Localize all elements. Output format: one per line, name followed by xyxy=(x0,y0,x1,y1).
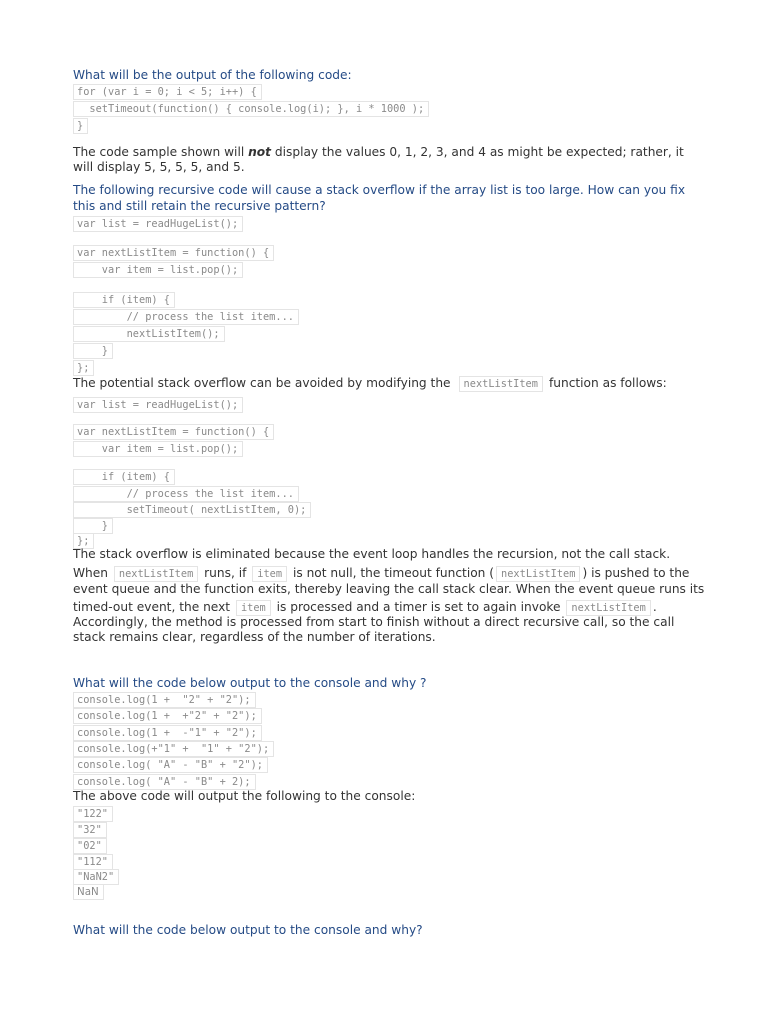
output-line: "112" xyxy=(73,854,113,870)
code-line: console.log(1 + "2" + "2"); xyxy=(73,692,256,708)
code-line: var item = list.pop(); xyxy=(73,441,243,457)
output-line: NaN xyxy=(73,884,104,900)
code-line: var item = list.pop(); xyxy=(73,262,243,278)
code-line: } xyxy=(73,518,113,534)
explanation-line: timed-out event, the next item is processed and a timer is set to again invoke nextListItem . xyxy=(73,600,657,614)
code-line: var nextListItem = function() { xyxy=(73,424,274,440)
code-line: // process the list item... xyxy=(73,486,299,502)
code-line: nextListItem(); xyxy=(73,326,225,342)
answer-1: The code sample shown will not display the values 0, 1, 2, 3, and 4 as might be expected; rather, it will display 5, 5, 5, 5, and 5. xyxy=(73,145,684,174)
inline-code: item xyxy=(236,600,271,616)
code-line: if (item) { xyxy=(73,292,175,308)
code-line: // process the list item... xyxy=(73,309,299,325)
explanation-line: The stack overflow is eliminated because the event loop handles the recursion, not the call stack. xyxy=(73,547,671,561)
inline-code: nextListItem xyxy=(459,376,543,392)
code-line: console.log(1 + -"1" + "2"); xyxy=(73,725,262,741)
inline-code: nextListItem xyxy=(496,566,580,582)
explanation-line: When nextListItem runs, if item is not null, the timeout function ( nextListItem ) is pushed to the xyxy=(73,566,690,580)
inline-code: nextListItem xyxy=(114,566,198,582)
output-line: "02" xyxy=(73,838,107,854)
code-line: setTimeout(function() { console.log(i); }, i * 1000 ); xyxy=(73,101,429,117)
question-4: What will the code below output to the console and why? xyxy=(73,923,423,937)
code-line: console.log(+"1" + "1" + "2"); xyxy=(73,741,274,757)
question-1: What will be the output of the following code: xyxy=(73,68,352,82)
output-line: "122" xyxy=(73,806,113,822)
code-line: var list = readHugeList(); xyxy=(73,216,243,232)
output-line: "NaN2" xyxy=(73,869,119,885)
question-2: The following recursive code will cause a stack overflow if the array list is too large. How can you fix this and still retain the recursive pattern? xyxy=(73,183,686,213)
code-line: console.log( "A" - "B" + "2"); xyxy=(73,757,268,773)
emphasis-not: not xyxy=(248,145,271,159)
code-line: } xyxy=(73,118,88,134)
code-line: var list = readHugeList(); xyxy=(73,397,243,413)
inline-code: item xyxy=(252,566,287,582)
output-line: "32" xyxy=(73,822,107,838)
code-line: var nextListItem = function() { xyxy=(73,245,274,261)
code-line: for (var i = 0; i < 5; i++) { xyxy=(73,84,262,100)
code-line: console.log( "A" - "B" + 2); xyxy=(73,774,256,790)
explanation-line: event queue and the function exits, thereby leaving the call stack clear. When the event queue runs its xyxy=(73,582,705,596)
code-line: if (item) { xyxy=(73,469,175,485)
code-line: }; xyxy=(73,360,94,376)
answer-2-intro: The potential stack overflow can be avoided by modifying the nextListItem function as follows: xyxy=(73,376,667,390)
explanation-line: Accordingly, the method is processed from start to finish without a direct recursive call, so the call stack remains clear, regardless of the number of iterations. xyxy=(73,615,675,644)
inline-code: nextListItem xyxy=(566,600,650,616)
code-line: setTimeout( nextListItem, 0); xyxy=(73,502,311,518)
code-line: console.log(1 + +"2" + "2"); xyxy=(73,708,262,724)
question-3: What will the code below output to the console and why ? xyxy=(73,676,427,690)
code-line: }; xyxy=(73,533,94,549)
code-line: } xyxy=(73,343,113,359)
answer-3: The above code will output the following to the console: xyxy=(73,789,416,803)
